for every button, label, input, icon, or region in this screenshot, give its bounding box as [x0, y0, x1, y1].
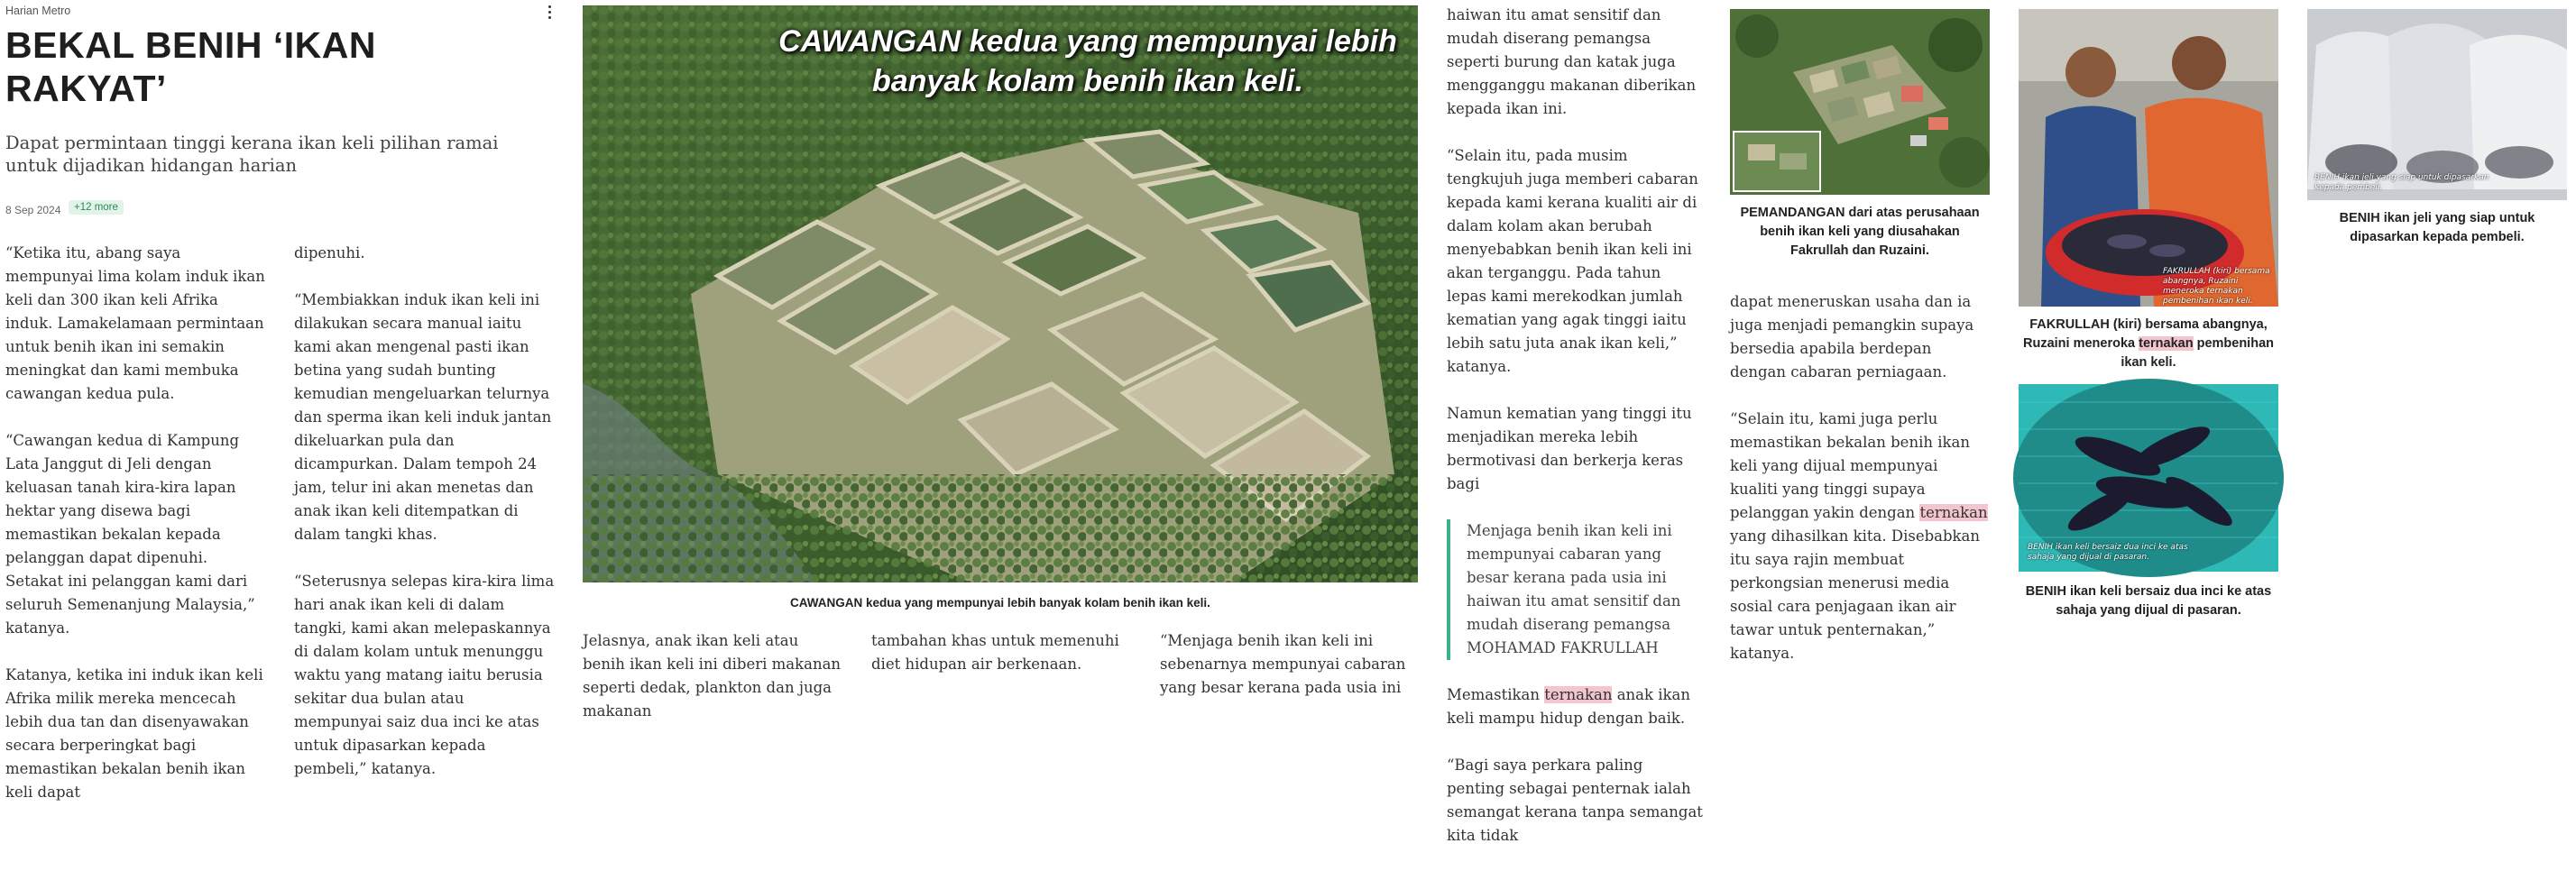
paragraph [1447, 683, 1705, 730]
more-options-icon[interactable] [541, 2, 557, 22]
paragraph: “Menjaga benih ikan keli ini sebenarnya mempunyai cabaran yang besar kerana pada usia ini [1160, 632, 1406, 696]
highlighted-word[interactable]: ternakan [2139, 336, 2194, 351]
aerial-farm-photo [1730, 9, 1990, 195]
pull-quote-text: Menjaga benih ikan keli ini mempunyai cabaran yang besar kerana pada usia ini haiwan itu amat sensitif dan mudah diserang pemangsa MOHAMAD FAKRULLAH [1467, 522, 1681, 656]
text-column-1 [5, 242, 267, 828]
photo-overlay-title [763, 22, 1412, 101]
more-tags-badge[interactable]: +12 more [69, 200, 124, 215]
photo-overlay-line-1: CAWANGAN kedua yang mempunyai lebih [778, 24, 1397, 59]
fish-basket-caption: BENIH ikan keli bersaiz dua inci ke atas sahaja yang dijual di pasaran. [2025, 584, 2272, 618]
text-column-5 [1160, 629, 1418, 723]
text-run: “Selain itu, kami juga perlu memastikan bekalan benih ikan keli yang dijual mempunyai kualiti yang tinggi supaya pelanggan yakin dengan [1730, 410, 1970, 521]
paragraph: “Selain itu, pada musim tengkujuh juga memberi cabaran kepada kami kerana kualiti air di dalam kolam akan berubah menyebabkan benih ikan keli ini akan terganggu. Pada tahun lepas kami merekodkan jumlah kematian yang agak tinggi iaitu lebih satu juta anak ikan keli,” katanya. [1447, 147, 1698, 375]
paragraph [1730, 408, 1990, 665]
article-subtitle: Dapat permintaan tinggi kerana ikan keli pilihan ramai untuk dijadikan hidangan harian [5, 133, 499, 176]
text-run: yang dihasilkan kita. Disebabkan itu saya rajin membuat perkongsian menerusi media sosial cara penjagaan ikan air tawar untuk penternakan,” katanya. [1730, 527, 1981, 662]
fish-bags-overlay-text: BENIH ikan jeli yang siap untuk dipasarkan kepada pembeli. [2314, 173, 2489, 192]
paragraph: tambahan khas untuk memenuhi diet hidupan air berkenaan. [871, 632, 1119, 673]
highlighted-word[interactable]: ternakan [1919, 504, 1988, 521]
fish-basket-overlay-text: BENIH ikan keli bersaiz dua inci ke atas sahaja yang dijual di pasaran. [2028, 543, 2188, 562]
publication-name: Harian Metro [5, 5, 71, 17]
fish-bags-photo [2307, 9, 2567, 200]
text-column-6 [1447, 4, 1705, 871]
paragraph: Jelasnya, anak ikan keli atau benih ikan keli ini diberi makanan seperti dedak, plankton dan juga makanan [583, 632, 842, 720]
fish-basket-photo [2019, 384, 2278, 572]
photo-overlay-line-2: banyak kolam benih ikan keli. [871, 64, 1304, 98]
text-run: FAKRULLAH (kiri) bersama abangnya, Ruzaini meneroka [2022, 317, 2268, 351]
text-column-2 [294, 242, 556, 804]
pull-quote [1447, 519, 1705, 660]
paragraph: dapat meneruskan usaha dan ia juga menjadi pemangkin supaya bersedia apabila berdepan dengan cabaran perniagaan. [1730, 293, 1974, 380]
paragraph: “Cawangan kedua di Kampung Lata Janggut di Jeli dengan keluasan tanah kira-kira lapan hektar yang disewa bagi memastikan bekalan kepada pelanggan dapat dipenuhi. Setakat ini pelanggan kami dari seluruh Semenanjung Malaysia,” katanya. [5, 432, 255, 637]
text-run: Memastikan [1447, 686, 1545, 703]
brothers-photo [2019, 9, 2278, 307]
text-column-7 [1730, 290, 1990, 689]
paragraph: “Ketika itu, abang saya mempunyai lima kolam induk ikan keli dan 300 ikan keli Afrika induk. Lamakelamaan permintaan untuk benih ikan ini semakin meningkat dan kami membuka cawangan kedua pula. [5, 244, 265, 402]
text-run: pembenihan ikan keli. [2121, 336, 2274, 370]
article-date: 8 Sep 2024 [5, 204, 61, 216]
paragraph: Namun kematian yang tinggi itu menjadikan mereka lebih bermotivasi dan berkerja keras bagi [1447, 405, 1692, 492]
paragraph: “Seterusnya selepas kira-kira lima hari anak ikan keli di dalam tangki, kami akan melepaskannya di dalam kolam untuk menunggu waktu yang matang iaitu berusia sekitar dua bulan atau mempunyai saiz dua inci ke atas untuk dipasarkan kepada pembeli,” katanya. [294, 573, 555, 777]
brothers-photo-caption [2019, 316, 2278, 372]
paragraph: Katanya, ketika ini induk ikan keli Afrika milik mereka mencecah lebih dua tan dan disenyawakan secara berperingkat bagi memastikan bekalan benih ikan keli dapat [5, 666, 263, 801]
fish-bags-caption: BENIH ikan jeli yang siap untuk dipasarkan kepada pembeli. [2339, 211, 2535, 244]
text-column-3 [583, 629, 844, 747]
main-photo-caption: CAWANGAN kedua yang mempunyai lebih banyak kolam benih ikan keli. [790, 596, 1210, 610]
aerial-photo-caption: PEMANDANGAN dari atas perusahaan benih ikan keli yang diusahakan Fakrullah dan Ruzaini. [1740, 206, 1980, 258]
text-column-4 [871, 629, 1133, 700]
paragraph: dipenuhi. [294, 244, 365, 261]
highlighted-word[interactable]: ternakan [1544, 686, 1613, 703]
article-title: BEKAL BENIH ‘IKAN RAKYAT’ [5, 24, 376, 109]
brothers-photo-overlay-text: FAKRULLAH (kiri) bersama abangnya, Ruzaini meneroka ternakan pembenihan ikan keli. [2163, 267, 2270, 306]
paragraph: haiwan itu amat sensitif dan mudah diserang pemangsa seperti burung dan katak juga mengganggu makanan diberikan kepada ikan ini. [1447, 6, 1697, 117]
main-photo-fish-ponds [583, 5, 1418, 582]
paragraph: “Bagi saya perkara paling penting sebagai penternak ialah semangat kerana tanpa semangat kita tidak [1447, 756, 1703, 844]
paragraph: “Membiakkan induk ikan keli ini dilakukan secara manual iaitu kami akan mengenal pasti ikan betina yang sudah bunting kemudian mengeluarkan telurnya dan sperma ikan keli induk jantan dikeluarkan pula dan dicampurkan. Dalam tempoh 24 jam, telur ini akan menetas dan anak ikan keli ditempatkan di dalam tangki khas. [294, 291, 552, 543]
text-run: anak ikan keli mampu hidup dengan baik. [1447, 686, 1690, 727]
